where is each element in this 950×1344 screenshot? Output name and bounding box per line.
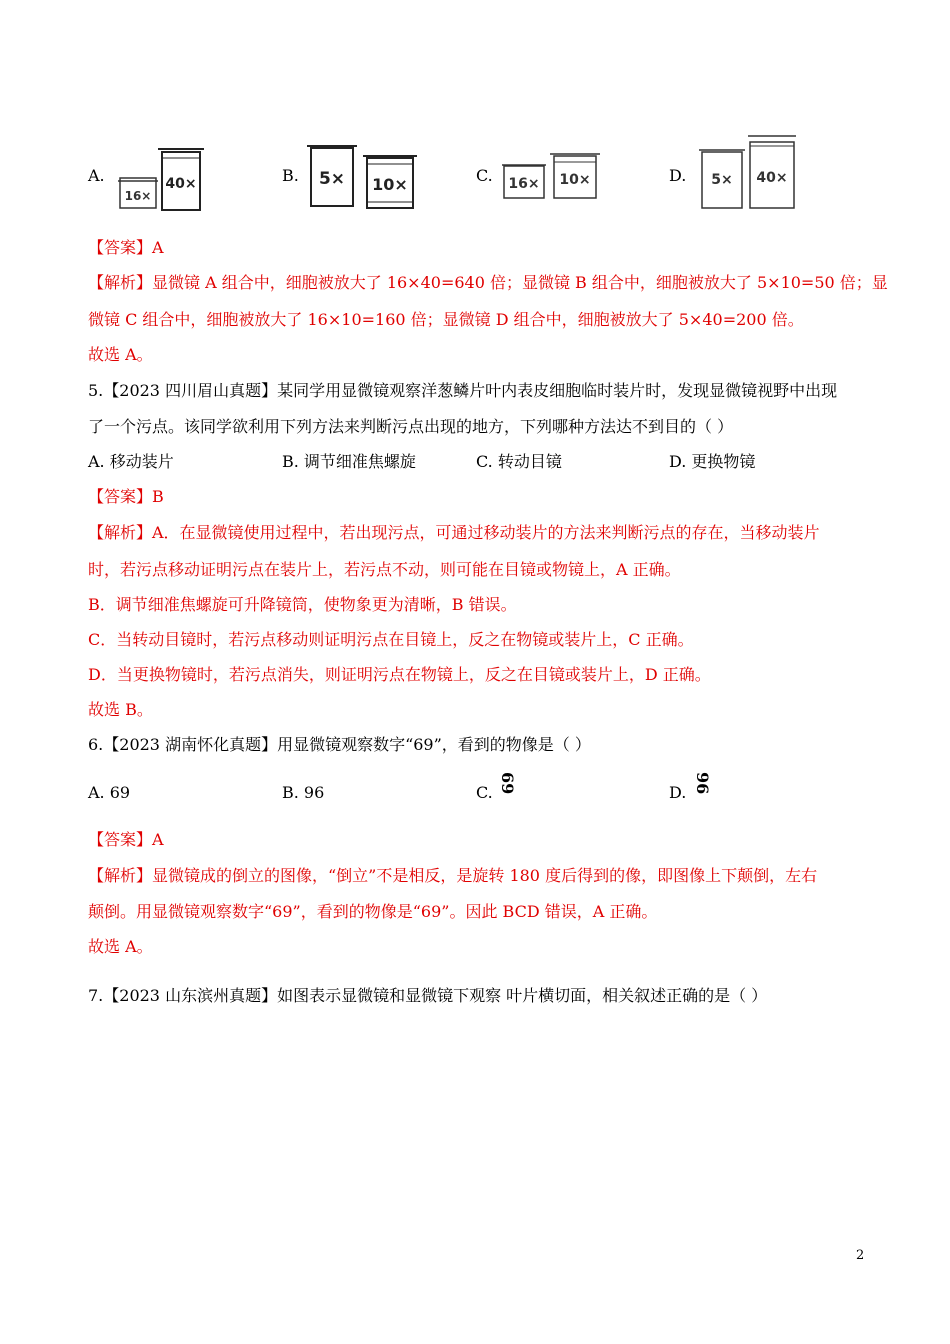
q6-analysis-line-1: 【解析】显微镜成的倒立的图像，“倒立”不是相反，是旋转 180 度后得到的像，即图像上下颠倒，左右	[88, 866, 818, 885]
q4-conclusion: 故选 A。	[88, 345, 153, 364]
q4-option-b-figure	[305, 140, 421, 214]
q4-b-objective-label: 10×	[372, 175, 408, 194]
q4-d-objective-label: 40×	[756, 170, 788, 186]
q4-option-a-label: A.	[88, 166, 105, 185]
q5-stem-line-2: 了一个污点。该同学欲利用下列方法来判断污点出现的地方，下列哪种方法达不到目的（ ）	[88, 417, 734, 436]
q7-stem-line-1: 7.【2023 山东滨州真题】如图表示显微镜和显微镜下观察 叶片横切面，相关叙述正确的是（ ）	[88, 986, 768, 1005]
q5-option-c: C. 转动目镜	[476, 452, 562, 471]
q6-option-d-rotated-glyph: 96	[693, 772, 712, 795]
q6-option-a: A. 69	[88, 783, 131, 802]
q5-option-a: A. 移动装片	[88, 452, 174, 471]
q4-analysis-line-2: 微镜 C 组合中，细胞被放大了 16×10=160 倍；显微镜 D 组合中，细胞被放大了 5×40=200 倍。	[88, 310, 804, 329]
q4-c-eyepiece-label: 16×	[508, 176, 540, 192]
q6-stem-line-1: 6.【2023 湖南怀化真题】用显微镜观察数字“69”，看到的物像是（ ）	[88, 735, 591, 754]
q4-c-objective-label: 10×	[559, 172, 591, 188]
q5-option-b: B. 调节细准焦螺旋	[282, 452, 416, 471]
q4-answer: 【答案】A	[88, 238, 164, 257]
q6-answer: 【答案】A	[88, 830, 164, 849]
q6-option-d: D.	[669, 783, 687, 802]
q4-a-eyepiece-label: 16×	[124, 189, 152, 203]
q4-option-c-label: C.	[476, 166, 493, 185]
q4-option-d-figure	[698, 132, 800, 212]
q5-analysis-line-5: D．当更换物镜时，若污点消失，则证明污点在物镜上，反之在目镜或装片上，D 正确。	[88, 665, 711, 684]
q5-answer: 【答案】B	[88, 487, 164, 506]
page-number: 2	[856, 1248, 865, 1263]
q4-option-c-figure	[500, 148, 606, 204]
q5-stem-line-1: 5.【2023 四川眉山真题】某同学用显微镜观察洋葱鳞片叶内表皮细胞临时装片时，发现显微镜视野中出现	[88, 381, 838, 400]
q4-b-eyepiece-label: 5×	[318, 169, 346, 189]
q5-analysis-line-2: 时，若污点移动证明污点在装片上，若污点不动，则可能在目镜或物镜上，A 正确。	[88, 560, 681, 579]
q6-analysis-line-2: 颠倒。用显微镜观察数字“69”，看到的物像是“69”。因此 BCD 错误，A 正确。	[88, 902, 658, 921]
q6-conclusion: 故选 A。	[88, 937, 153, 956]
q4-option-a-figure	[114, 144, 210, 214]
q4-d-eyepiece-label: 5×	[711, 172, 733, 188]
q6-option-c: C.	[476, 783, 493, 802]
q4-analysis-line-1: 【解析】显微镜 A 组合中，细胞被放大了 16×40=640 倍；显微镜 B 组合中，细胞被放大了 5×10=50 倍；显	[88, 273, 888, 292]
q5-conclusion: 故选 B。	[88, 700, 153, 719]
q5-analysis-line-3: B．调节细准焦螺旋可升降镜筒，使物象更为清晰，B 错误。	[88, 595, 517, 614]
q5-option-d: D. 更换物镜	[669, 452, 756, 471]
q6-option-b: B. 96	[282, 783, 325, 802]
q5-analysis-line-1: 【解析】A．在显微镜使用过程中，若出现污点，可通过移动装片的方法来判断污点的存在，当移动装片	[88, 523, 820, 542]
q5-analysis-line-4: C．当转动目镜时，若污点移动则证明污点在目镜上，反之在物镜或装片上，C 正确。	[88, 630, 694, 649]
q6-option-c-rotated-glyph: 69	[498, 772, 517, 795]
q4-a-objective-label: 40×	[165, 176, 197, 192]
q4-option-d-label: D.	[669, 166, 687, 185]
q4-option-b-label: B.	[282, 166, 299, 185]
